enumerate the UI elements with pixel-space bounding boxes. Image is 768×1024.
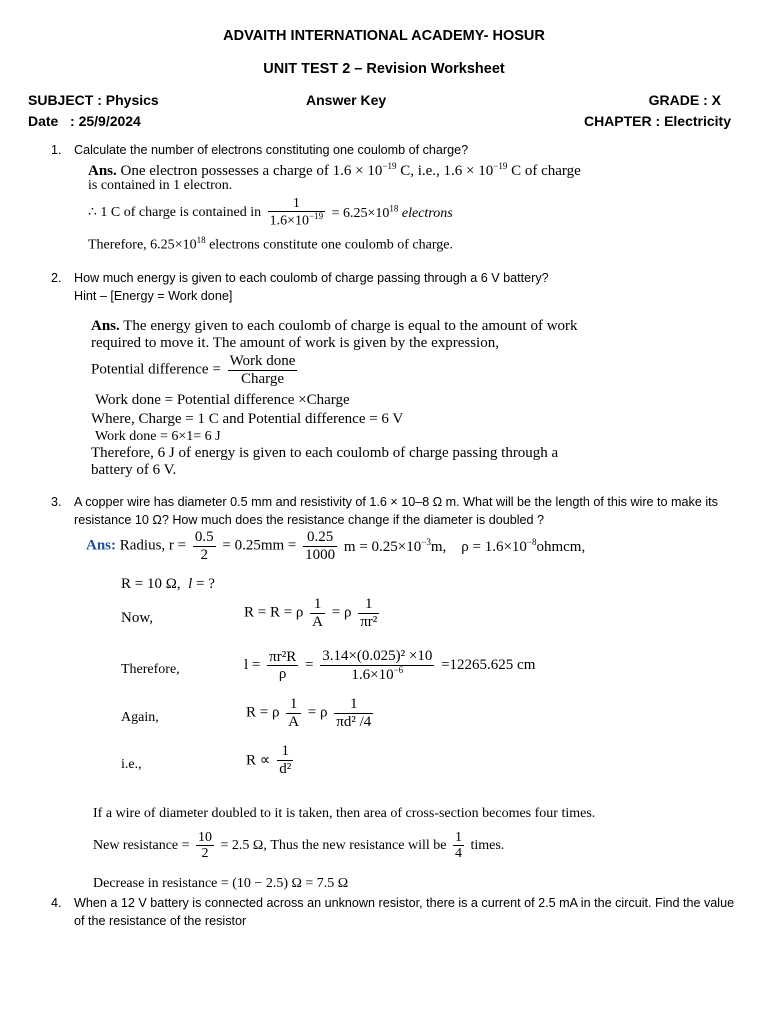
q4-question-line2: of the resistance of the resistor [74,914,247,928]
q3-text: = 2.5 Ω, Thus the new resistance will be [220,837,447,853]
q1-text: Therefore, 6.25×10 [88,237,197,253]
q3-text: R = ρ [246,704,280,721]
q3-fraction [358,596,379,630]
q1-fraction [268,196,325,229]
frac-den: d² [279,760,292,777]
q3-decrease-line: Decrease in resistance = (10 − 2.5) Ω = 7.5 Ω [93,876,349,891]
q3-text: l = [244,657,261,673]
q3-again-label: Again, [121,710,159,725]
q3-number: 3. [51,495,62,509]
frac-num: 1 [268,196,325,212]
q3-fraction [334,696,373,730]
q3-length-formula [244,648,535,683]
q2-answer-line7: Therefore, 6 J of energy is given to each coulomb of charge passing through a [91,445,559,461]
q1-text: electrons constitute one coulomb of charge. [205,237,453,253]
q2-text: Potential difference = [91,361,221,378]
q3-text: = [304,657,314,673]
q3-now-label: Now, [121,610,153,626]
q1-text: ∴ 1 C of charge is contained in [88,205,262,221]
q2-answer-line8: battery of 6 V. [91,462,177,478]
q3-text: ohmcm, [536,538,586,555]
q3-text: Radius, r = [116,537,187,554]
q1-answer-line2: is contained in 1 electron. [88,178,233,193]
q3-fraction [320,648,434,683]
q3-fraction [277,743,293,777]
q3-now-formula [244,596,382,630]
frac-den: A [288,713,300,730]
frac-num: 0.25 [303,529,337,547]
frac-exp: −19 [309,211,324,222]
q2-answer-line1 [91,318,578,335]
q3-text: = ρ [307,704,328,721]
frac-exp: −6 [393,664,404,675]
frac-num: 1 [358,596,379,614]
q2-text: The energy given to each coulomb of charge is equal to the amount of work [119,318,578,334]
date-label: Date : 25/9/2024 [28,113,141,129]
q2-answer-line4: Work done = Potential difference ×Charge [95,392,350,408]
q1-exp: −19 [382,161,397,171]
q1-text: electrons [398,206,453,222]
q3-again-formula [246,696,376,730]
q2-question: How much energy is given to each coulomb of charge passing through a 6 V battery? [74,271,549,285]
q3-fraction [303,529,337,563]
q3-doubled-line: If a wire of diameter doubled to it is taken, then area of cross-section becomes four times. [93,806,596,821]
frac-den: A [312,613,324,630]
q3-text: l [188,576,193,592]
q1-question: Calculate the number of electrons constituting one coulomb of charge? [74,143,469,157]
q3-text: R = R = ρ [244,604,304,621]
frac-den: 2 [201,846,209,862]
q1-number: 1. [51,143,62,157]
ans-label: Ans. [91,318,120,334]
q2-fraction [228,353,298,387]
q3-new-resistance [93,830,504,862]
frac-num: 10 [198,830,213,845]
worksheet-title: UNIT TEST 2 – Revision Worksheet [263,61,505,77]
q3-exp: −8 [526,536,537,547]
q3-question-line1: A copper wire has diameter 0.5 mm and resistivity of 1.6 × 10–8 Ω m. What will be the length of this wire to make its [74,495,718,509]
frac-num: 1 [277,743,293,761]
frac-den: πr² [360,613,378,630]
q2-number: 2. [51,271,62,285]
frac-den: ρ [278,666,287,682]
frac-num: 1 [286,696,301,714]
q3-proportional-formula [246,743,296,777]
frac-num: πr²R [269,648,297,665]
answer-key-label: Answer Key [306,92,387,108]
frac-num: 3.14×(0.025)² ×10 [322,648,433,664]
frac-num: 0.5 [194,529,214,545]
q3-text: = 0.25mm = [222,537,297,554]
ans-label: Ans. [88,163,117,179]
q1-text: C, i.e., 1.6 × 10 [396,163,494,179]
q3-fraction [193,529,216,563]
q2-answer-line5: Where, Charge = 1 C and Potential difference = 6 V [91,411,404,427]
q3-exp: −3 [421,536,431,547]
q3-text: =12265.625 cm [441,657,536,673]
q3-text: times. [470,837,505,853]
q3-question-line2: resistance 10 Ω? How much does the resistance change if the diameter is doubled ? [74,513,545,527]
q2-answer-line6: Work done = 6×1= 6 J [95,429,221,444]
frac-num: 1 [454,830,462,845]
frac-den: 1000 [305,546,336,563]
q3-text: = ρ [331,604,352,621]
q1-exp: −19 [493,161,508,171]
frac-num: Work done [229,353,296,369]
q3-text: = ? [192,576,215,592]
chapter-label: CHAPTER : Electricity [583,113,731,129]
frac-den: πd² /4 [336,713,372,730]
q1-exp: 18 [196,235,206,245]
q1-answer-line3 [88,196,453,229]
q1-exp: 18 [389,203,399,214]
q4-question-line1: When a 12 V battery is connected across an unknown resistor, there is a current of 2.5 mA in the circuit. Find the value [74,896,735,910]
subject-label: SUBJECT : Physics [28,92,159,108]
q1-text: One electron possesses a charge of 1.6 × 10 [116,163,383,179]
school-name: ADVAITH INTERNATIONAL ACADEMY- HOSUR [223,28,545,44]
frac-den: 1.6×10 [351,666,394,683]
q3-fraction [310,596,325,630]
q2-pd-formula [91,353,300,387]
q2-answer-line2: required to move it. The amount of work is given by the expression, [91,335,499,351]
q3-text: m, ρ = 1.6×10 [430,538,527,555]
frac-den: 2 [200,546,209,563]
q3-fraction [453,830,464,862]
frac-den: 1.6×10 [269,214,310,230]
frac-num: 1 [334,696,373,714]
q2-hint: Hint – [Energy = Work done] [74,289,233,303]
q1-answer-line4 [88,235,453,254]
q3-text: m = 0.25×10 [343,538,422,555]
q3-fraction [196,830,214,862]
frac-num: 1 [310,596,325,614]
q3-therefore-label: Therefore, [121,662,180,677]
ans-label: Ans: [86,537,117,554]
q3-fraction [267,649,298,683]
q3-given [121,576,215,593]
q3-text: New resistance = [93,837,190,853]
frac-den: 4 [454,846,462,862]
q4-number: 4. [51,896,62,910]
q3-text: R = 10 Ω, [121,576,189,592]
q3-fraction [286,696,301,730]
q3-radius-line [86,529,585,563]
q1-text: C of charge [507,163,581,179]
grade-label: GRADE : X [648,92,721,108]
frac-den: Charge [240,370,285,387]
q1-text: = 6.25×10 [331,206,390,222]
q3-ie-label: i.e., [121,757,142,772]
q3-text: R ∝ [246,752,271,769]
